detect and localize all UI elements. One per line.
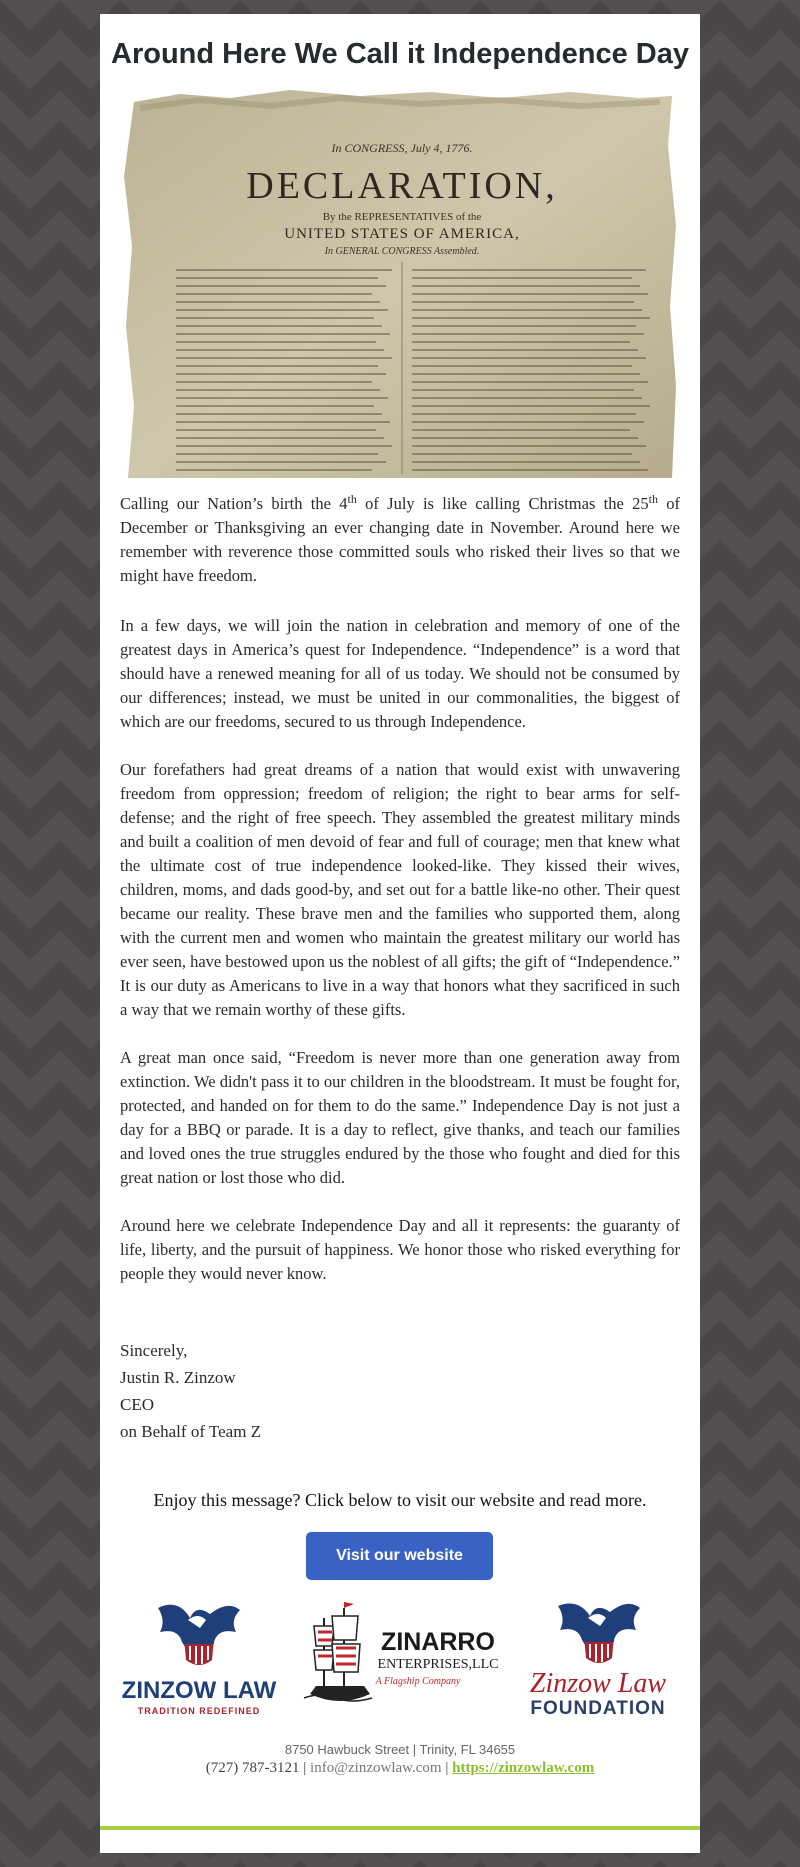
doc-line-5: In GENERAL CONGRESS Assembled. <box>324 246 480 257</box>
doc-line-4: UNITED STATES OF AMERICA, <box>284 226 520 242</box>
closing: Sincerely, <box>120 1341 188 1360</box>
footer-email[interactable]: info@zinzowlaw.com <box>310 1760 442 1776</box>
paragraph-4: A great man once said, “Freedom is never more than one generation away from extinction. We didn't pass it to our children in the bloodstream. It must be fought for, protected, and handed on for them to do the same.” Independence Day is not just a day for a BBQ or parade. It is a day to reflect, give thanks, and teach our families and loved ones the true struggles endured by the those who fought and died for this great nation or lost those who did. <box>120 1048 680 1187</box>
paragraph-5: Around here we celebrate Independence Day and all it represents: the guaranty of life, liberty, and the pursuit of happiness. We honor those who risked everything for people they would never know. <box>120 1216 680 1283</box>
zinarro-logo-tag: A Flagship Company <box>375 1676 461 1687</box>
email-card <box>100 14 700 1853</box>
footer-separator: | <box>299 1760 311 1776</box>
cta-text: Enjoy this message? Click below to visit our website and read more. <box>153 1490 647 1510</box>
foundation-logo-sub: FOUNDATION <box>530 1698 666 1719</box>
signer-team: on Behalf of Team Z <box>120 1422 262 1441</box>
footer-divider <box>100 1826 700 1830</box>
zinarro-logo-name: ZINARRO <box>381 1628 495 1656</box>
doc-line-1: In CONGRESS, July 4, 1776. <box>331 141 473 155</box>
footer-separator: | <box>441 1760 453 1776</box>
eagle-icon <box>158 1605 240 1665</box>
paragraph-1: Calling our Nation’s birth the 4th of July is like calling Christmas the 25th of December or Thanksgiving an ever changing date in November. Around here we remember with reverence those committed souls who risked their lives so that we might have freedom. <box>120 492 681 585</box>
signature-block <box>120 1337 261 1445</box>
footer-contact <box>100 1760 700 1777</box>
footer-phone[interactable]: (727) 787-3121 <box>205 1760 300 1776</box>
paragraph-3: Our forefathers had great dreams of a nation that would exist with unwavering freedom from oppression; freedom of religion; the right to bear arms for self-defense; and the right of free speech. They assembled the greatest military minds and built a coalition of men devoid of fear and full of courage; men that knew what the ultimate cost of true independence looked-like. They kissed their wives, children, moms, and dads good-by, and set out for a battle like-no other. Their quest became our reality. These brave men and the families who supported them, along with the current men and women who maintain the greatest military our world has ever seen, have bestowed upon us the noblest of all gifts; the gift of “Independence.” It is our duty as Americans to live in a way that honors what they sacrificed in such a way that we remain worthy of these gifts. <box>120 760 680 1019</box>
zinarro-logo[interactable] <box>300 1598 505 1726</box>
doc-line-2: DECLARATION, <box>246 165 558 207</box>
paragraph-2: In a few days, we will join the nation in celebration and memory of one of the greatest days in America’s quest for Independence. “Independence” is a word that should have a renewed meaning for all of us today. We should not be consumed by our differences; instead, we must be united in our commonalities, the biggest of which are our freedoms, secured to us through Independence. <box>120 616 680 731</box>
visit-website-button[interactable]: Visit our website <box>306 1532 493 1580</box>
signer-name: Justin R. Zinzow <box>120 1368 236 1387</box>
law-logo-name: ZINZOW LAW <box>121 1677 277 1704</box>
declaration-image <box>120 86 683 478</box>
law-logo-tag: TRADITION REDEFINED <box>137 1706 261 1716</box>
footer-address: 8750 Hawbuck Street | Trinity, FL 34655 <box>284 1742 516 1757</box>
page-title: Around Here We Call it Independence Day <box>111 38 689 70</box>
eagle-icon <box>558 1604 640 1663</box>
zinzow-law-foundation-logo[interactable] <box>508 1598 688 1726</box>
signer-role: CEO <box>120 1395 154 1414</box>
foundation-logo-name: Zinzow Law <box>529 1668 667 1699</box>
footer-website-link[interactable]: https://zinzowlaw.com <box>452 1760 595 1776</box>
zinzow-law-logo[interactable] <box>118 1598 280 1726</box>
letter-body <box>120 492 680 1310</box>
ship-icon <box>304 1602 372 1701</box>
doc-line-3: By the REPRESENTATIVES of the <box>322 211 482 223</box>
zinarro-logo-sub: ENTERPRISES,LLC <box>377 1657 499 1672</box>
